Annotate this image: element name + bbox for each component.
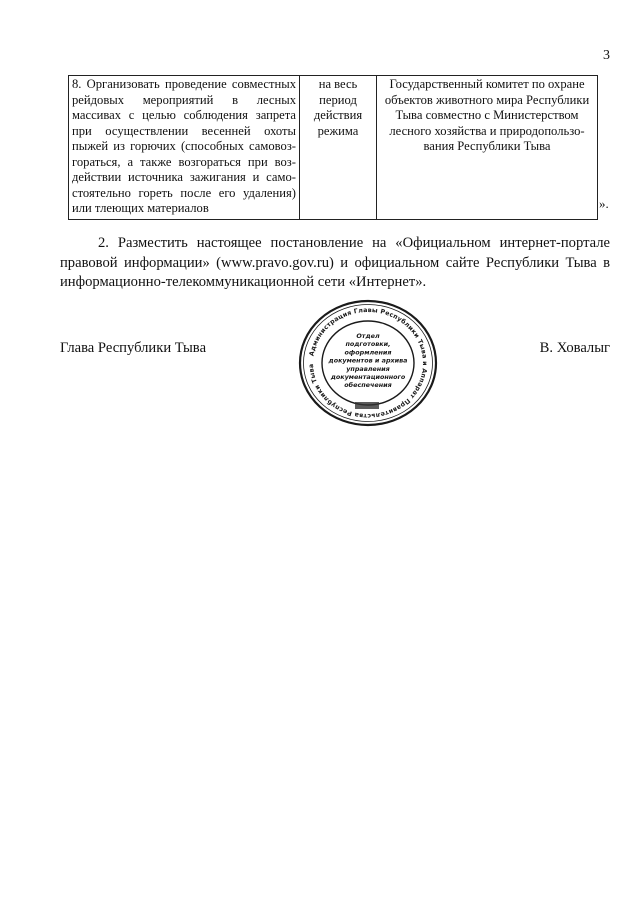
closing-quote: ». [599,196,609,211]
svg-text:Отделподготовки,оформлениядоку: Отдел подготовки, оформления документов и архива управления документационного обеспечения [328,332,408,390]
measures-table [68,75,598,220]
signature-title: Глава Республики Тывa [60,340,207,356]
page-number: 3 [603,48,610,63]
svg-text:Администрация Главы Республики: Администрация Главы Республики Тыва и Аппарат Правительства Республики Тыва [307,306,429,420]
signature-name: В. Ховалыг [539,340,610,356]
seal-graphic [297,298,439,428]
responsible-cell: Государственный комитет по охране объектов животного мира Республики Тыва совместно с Министерством лесного хозяйства и природопользования Республики Тыва [377,76,598,220]
measure-cell: 8. Организовать проведение совместных рейдовых мероприятий в лесных массивах с целью соблюдения запрета при осуществлении весенней охоты пыжей из горючих (способных самовозгораться, а также возгораться при воздействии источника зажигания и самостоятельно гореть после его удаления) или тлеющих материалов [69,76,300,220]
paragraph-2: 2. Разместить настоящее постановление на «Официальном интернет-портале правовой информации» (www.pravo.gov.ru) и официальном сайте Республики Тыва в информационно-телекоммуникационной сети «Интернет». [60,235,610,290]
table-row [69,76,598,220]
term-cell: на весь период действия режима [300,76,377,220]
official-seal-stamp [297,298,439,428]
